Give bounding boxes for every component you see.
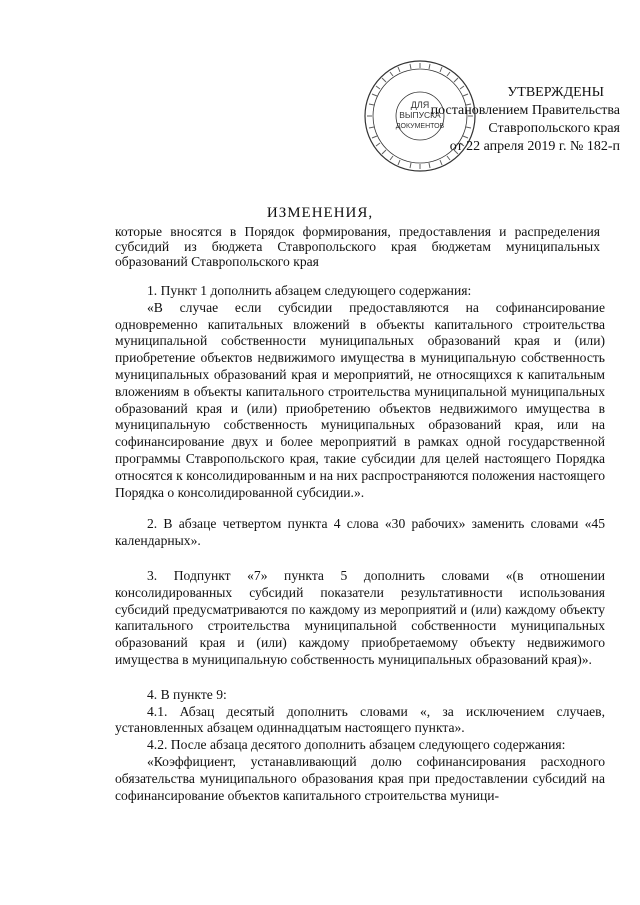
- paragraph-6: 4.1. Абзац десятый дополнить словами «, за исключением случаев, установленных абзацем одиннадцатым настоящего пункта».: [115, 703, 605, 736]
- paragraph-1: 1. Пункт 1 дополнить абзацем следующего содержания:: [147, 283, 472, 298]
- approval-line-4: от 22 апреля 2019 г. № 182-п: [449, 139, 620, 154]
- stamp-text-2: ВЫПУСКА: [399, 110, 441, 120]
- paragraph-4: 3. Подпункт «7» пункта 5 дополнить словами «(в отношении консолидированных субсидий показатели результативности использования субсидий предусматриваются по каждому из мероприятий и (или) каждому объекту капитального строительства муниципальной собственности муниципальных образований края и (или) каждому приобретаемому объекту недвижимого имущества в муниципальную собственность муниципальных образований края)».: [115, 567, 605, 667]
- document-subtitle: которые вносятся в Порядок формирования, предоставления и распределения субсидий из бюджета Ставропольского края бюджетам муниципальных образований Ставропольского края: [115, 224, 600, 269]
- document-title: ИЗМЕНЕНИЯ,: [266, 205, 374, 221]
- stamp-text-1: ДЛЯ: [410, 100, 430, 110]
- stamp-text-3: ДОКУМЕНТОВ: [395, 123, 445, 130]
- approval-line-3: Ставропольского края: [488, 121, 620, 136]
- paragraph-8: «Коэффициент, устанавливающий долю софинансирования расходного обязательства муниципального образования края при предоставлении субсидий на софинансирование объектов капитального строительства муници-: [115, 753, 605, 803]
- document-body: [115, 283, 605, 804]
- approval-line-1: УТВЕРЖДЕНЫ: [507, 85, 604, 100]
- paragraph-5: 4. В пункте 9:: [147, 686, 227, 702]
- paragraph-3: 2. В абзаце четвертом пункта 4 слова «30 рабочих» заменить словами «45 календарных».: [115, 516, 605, 549]
- paragraph-7: 4.2. После абзаца десятого дополнить абзацем следующего содержания:: [147, 737, 566, 753]
- paragraph-2: «В случае если субсидии предоставляются на софинансирование одновременно капитальных вложений в объекты капитального строительства муниципальной собственности муниципальных образований края и (или) приобретение объектов недвижимого имущества в муниципальную собственность муниципальных образований края и мероприятий, не относящихся к капитальным вложениям в объекты капитального строительства муниципальной муниципальных образований края и (или) приобретению объектов недвижимого имущества в муниципальную собственность муниципальных образований края, или на софинансирование двух и более мероприятий в рамках одной государственной программы Ставропольского края, такие субсидии для целей настоящего Порядка относятся к консолидированным и на них распространяются положения настоящего Порядка о консолидированной субсидии.».: [115, 299, 605, 500]
- approval-block: [380, 84, 620, 156]
- approval-line-2: постановлением Правительства: [430, 103, 620, 118]
